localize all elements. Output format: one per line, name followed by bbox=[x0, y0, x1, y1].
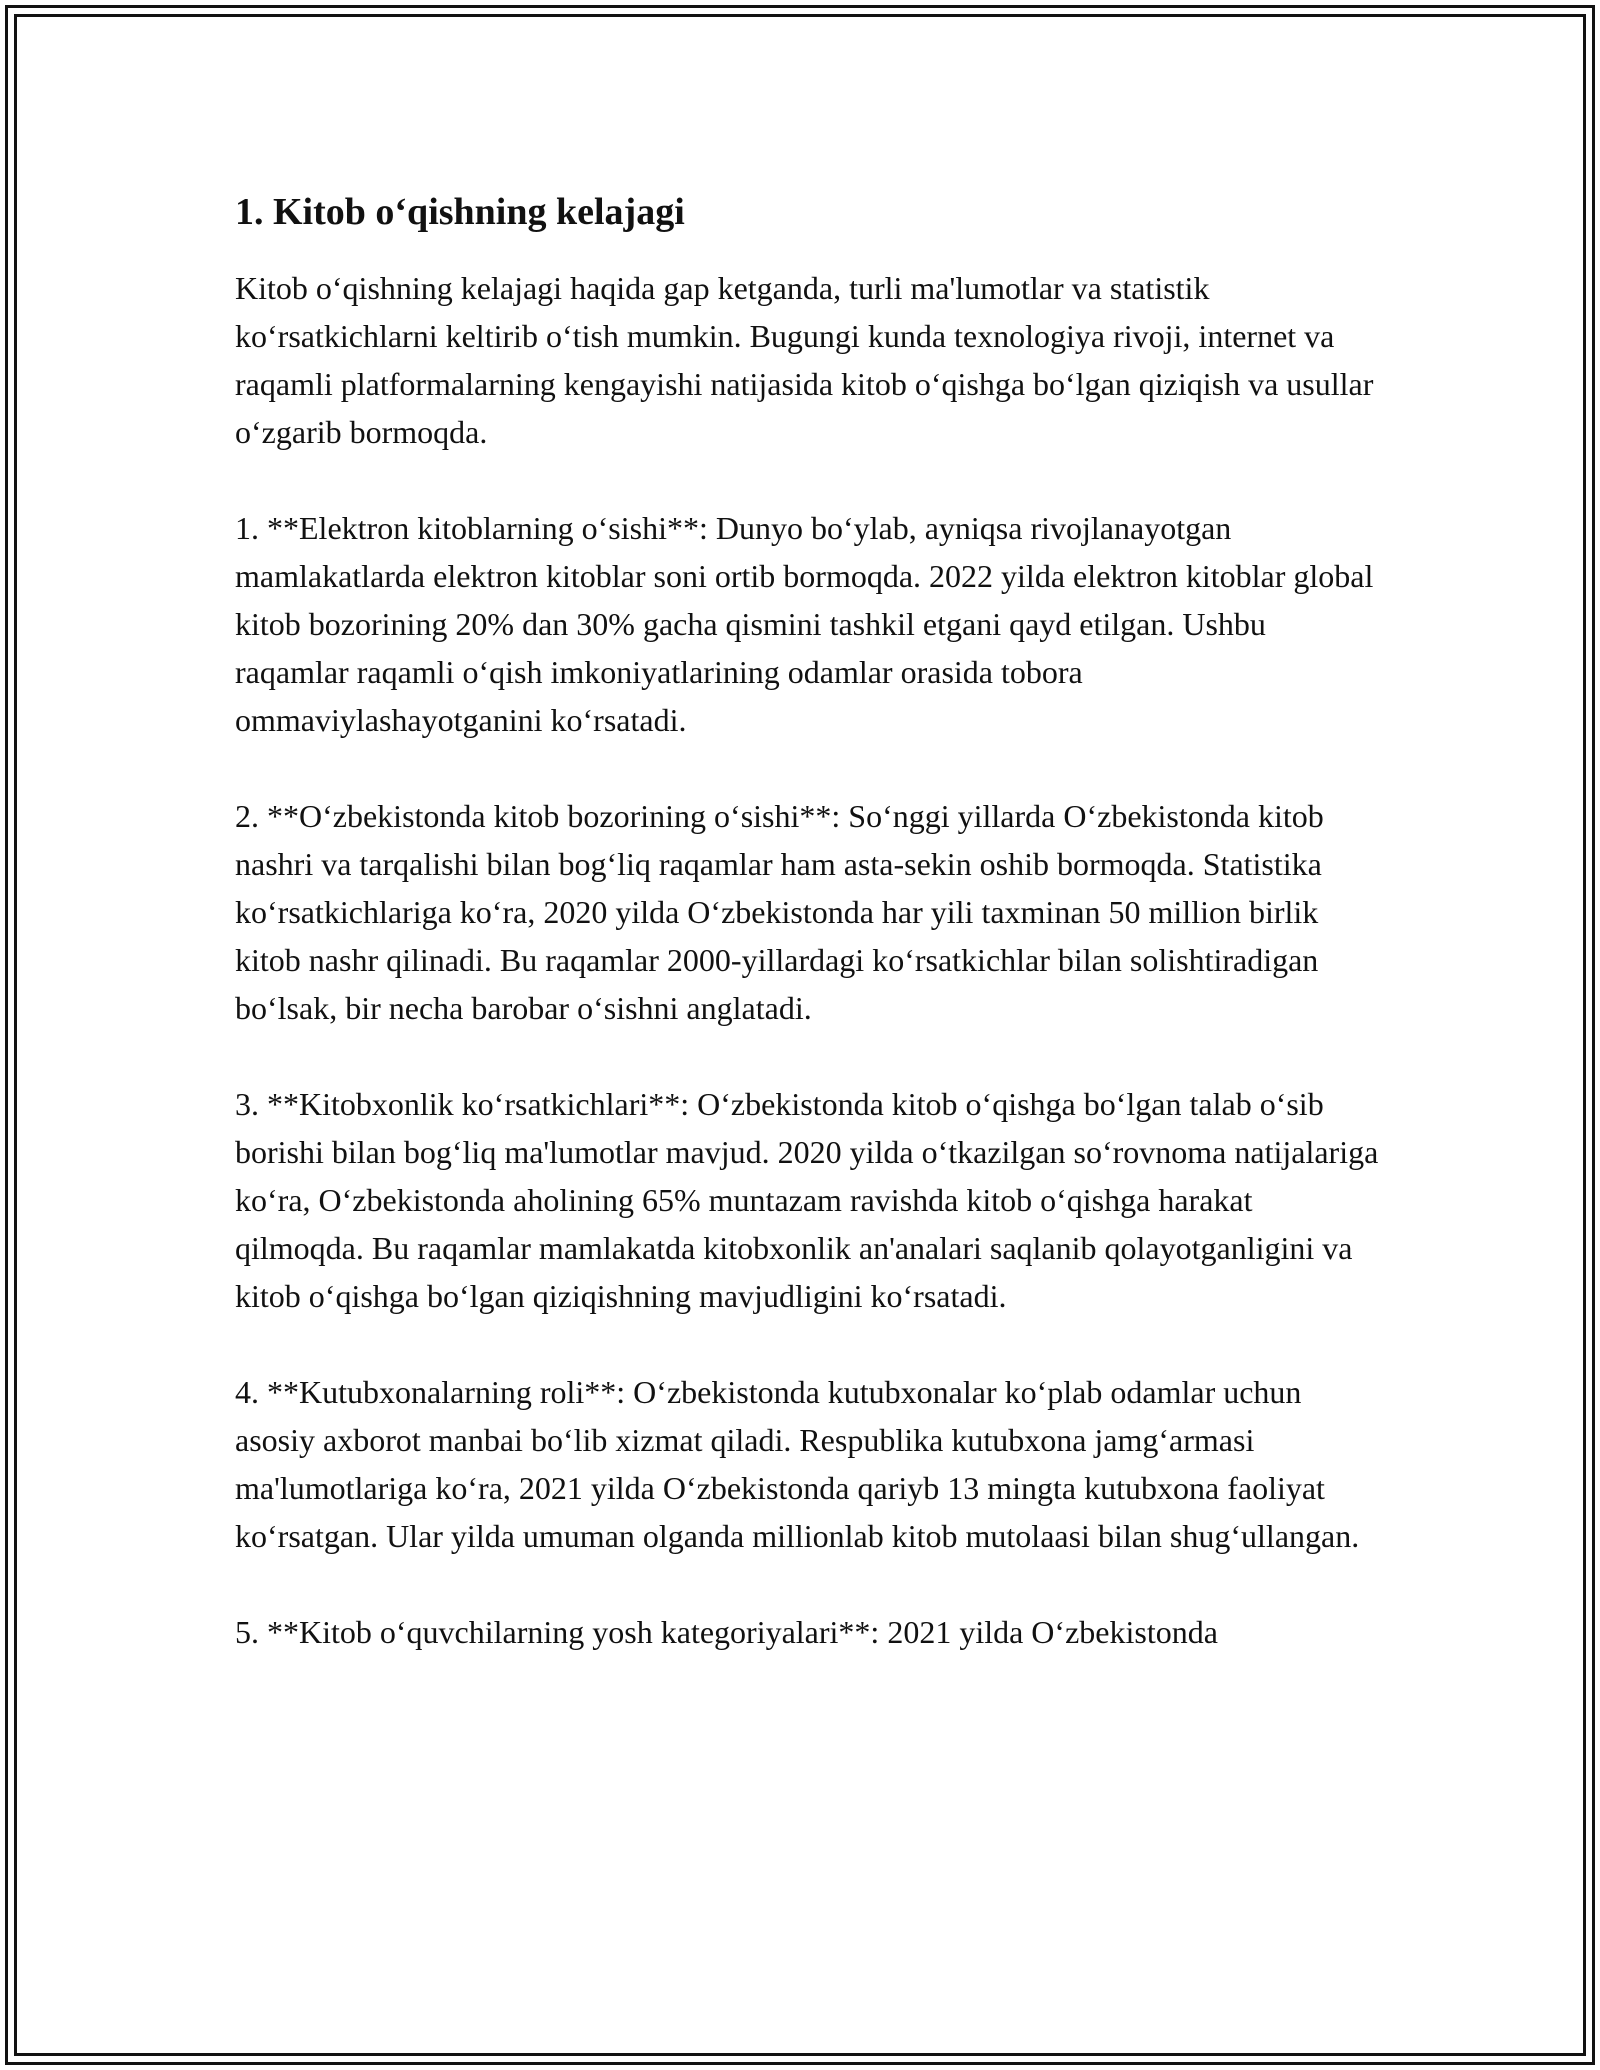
document-body bbox=[235, 188, 1385, 1704]
intro-paragraph: Kitob o‘qishning kelajagi haqida gap ketganda, turli ma'lumotlar va statistik ko‘rsatkichlarni keltirib o‘tish mumkin. Bugungi kunda texnologiya rivoji, internet va raqamli platformalarning kengayishi natijasida kitob o‘qishga bo‘lgan qiziqish va usullar o‘zgarib bormoqda. bbox=[235, 270, 1374, 450]
paragraph-libraries-role: 4. **Kutubxonalarning roli**: O‘zbekistonda kutubxonalar ko‘plab odamlar uchun asosiy axborot manbai bo‘lib xizmat qiladi. Respublika kutubxona jamg‘armasi ma'lumotlariga ko‘ra, 2021 yilda O‘zbekistonda qariyb 13 mingta kutubxona faoliyat ko‘rsatgan. Ular yilda umuman olganda millionlab kitob mutolaasi bilan shug‘ullangan. bbox=[235, 1374, 1360, 1554]
paragraph-electronic-books: 1. **Elektron kitoblarning o‘sishi**: Dunyo bo‘ylab, ayniqsa rivojlanayotgan mamlakatlarda elektron kitoblar soni ortib bormoqda. 2022 yilda elektron kitoblar global kitob bozorining 20% dan 30% gacha qismini tashkil etgani qayd etilgan. Ushbu raqamlar raqamli o‘qish imkoniyatlarining odamlar orasida tobora ommaviylashayotganini ko‘rsatadi. bbox=[235, 510, 1374, 738]
paragraph-readership-indicators: 3. **Kitobxonlik ko‘rsatkichlari**: O‘zbekistonda kitob o‘qishga bo‘lgan talab o‘sib borishi bilan bog‘liq ma'lumotlar mavjud. 2020 yilda o‘tkazilgan so‘rovnoma natijalariga ko‘ra, O‘zbekistonda aholining 65% muntazam ravishda kitob o‘qishga harakat qilmoqda. Bu raqamlar mamlakatda kitobxonlik an'analari saqlanib qolayotganligini va kitob o‘qishga bo‘lgan qiziqishning mavjudligini ko‘rsatadi. bbox=[235, 1086, 1379, 1314]
paragraph-book-market-growth: 2. **O‘zbekistonda kitob bozorining o‘sishi**: So‘nggi yillarda O‘zbekistonda kitob nashri va tarqalishi bilan bog‘liq raqamlar ham asta-sekin oshib bormoqda. Statistika ko‘rsatkichlariga ko‘ra, 2020 yilda O‘zbekistonda har yili taxminan 50 million birlik kitob nashr qilinadi. Bu raqamlar 2000-yillardagi ko‘rsatkichlar bilan solishtiradigan bo‘lsak, bir necha barobar o‘sishni anglatadi. bbox=[235, 798, 1324, 1026]
paragraph-reader-age-categories: 5. **Kitob o‘quvchilarning yosh kategoriyalari**: 2021 yilda O‘zbekistonda bbox=[235, 1614, 1218, 1650]
document-title: 1. Kitob o‘qishning kelajagi bbox=[235, 191, 685, 233]
